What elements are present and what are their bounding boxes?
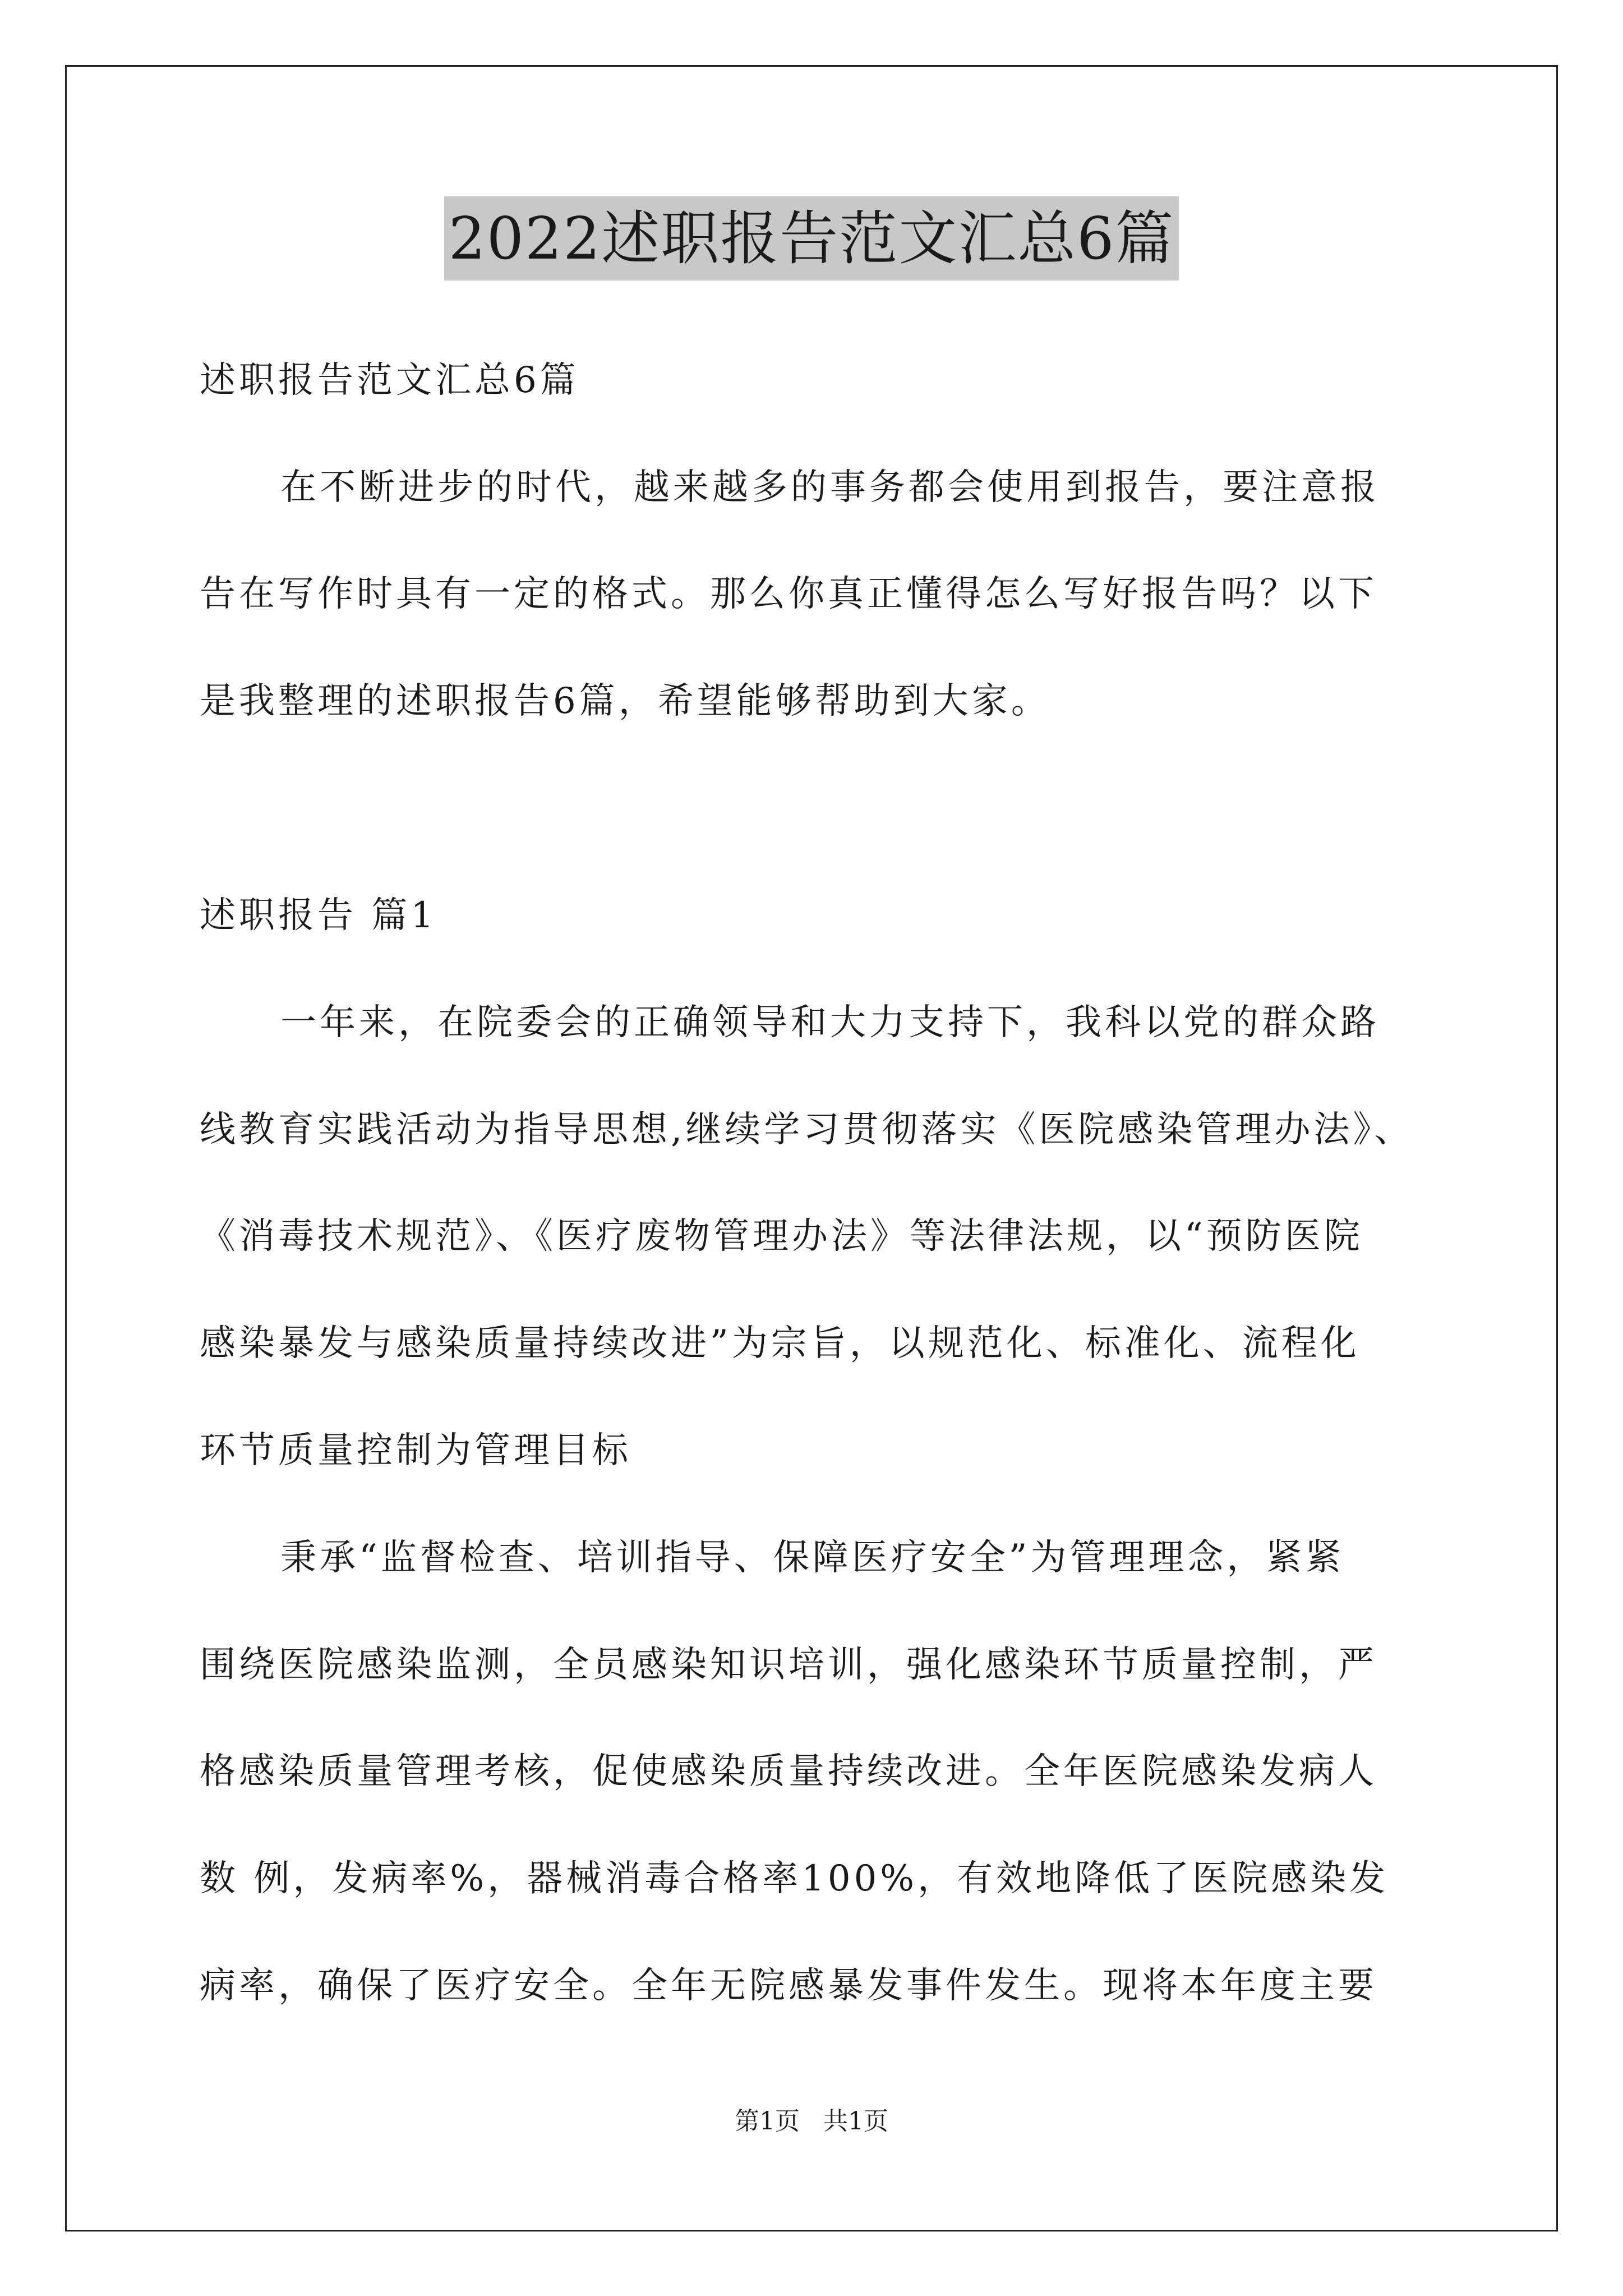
document-title xyxy=(0,196,1623,280)
body-line-5: 环节质量控制为管理目标 xyxy=(200,1430,631,1471)
page-footer: 第1页 共1页 xyxy=(735,2107,888,2136)
section-heading-1: 述职报告 篇1 xyxy=(200,895,437,936)
body-line-7: 围绕医院感染监测，全员感染知识培训，强化感染环节质量控制，严 xyxy=(200,1644,1377,1686)
body-line-3: 《消毒技术规范》、《医疗废物管理办法》等法律法规，以“预防医院 xyxy=(200,1216,1363,1257)
intro-line-2: 告在写作时具有一定的格式。那么你真正懂得怎么写好报告吗？以下 xyxy=(200,573,1377,615)
body-line-8: 格感染质量管理考核，促使感染质量持续改进。全年医院感染发病人 xyxy=(200,1751,1377,1792)
body-line-6: 秉承“监督检查、培训指导、保障医疗安全”为管理理念，紧紧 xyxy=(280,1537,1345,1579)
document-title-text: 2022述职报告范文汇总6篇 xyxy=(444,196,1179,280)
body-line-10: 病率，确保了医疗安全。全年无院感暴发事件发生。现将本年度主要 xyxy=(200,1965,1377,2007)
body-line-2: 线教育实践活动为指导思想,继续学习贯彻落实《医院感染管理办法》、 xyxy=(200,1109,1414,1151)
body-line-4: 感染暴发与感染质量持续改进”为宗旨，以规范化、标准化、流程化 xyxy=(200,1323,1360,1364)
intro-line-3: 是我整理的述职报告6篇，希望能够帮助到大家。 xyxy=(200,680,1050,722)
body-line-9: 数 例，发病率%，器械消毒合格率100%，有效地降低了医院感染发 xyxy=(200,1858,1389,1899)
intro-line-1: 在不断进步的时代，越来越多的事务都会使用到报告，要注意报 xyxy=(280,467,1380,508)
subtitle-line: 述职报告范文汇总6篇 xyxy=(200,360,579,401)
body-line-1: 一年来，在院委会的正确领导和大力支持下，我科以党的群众路 xyxy=(280,1002,1380,1043)
